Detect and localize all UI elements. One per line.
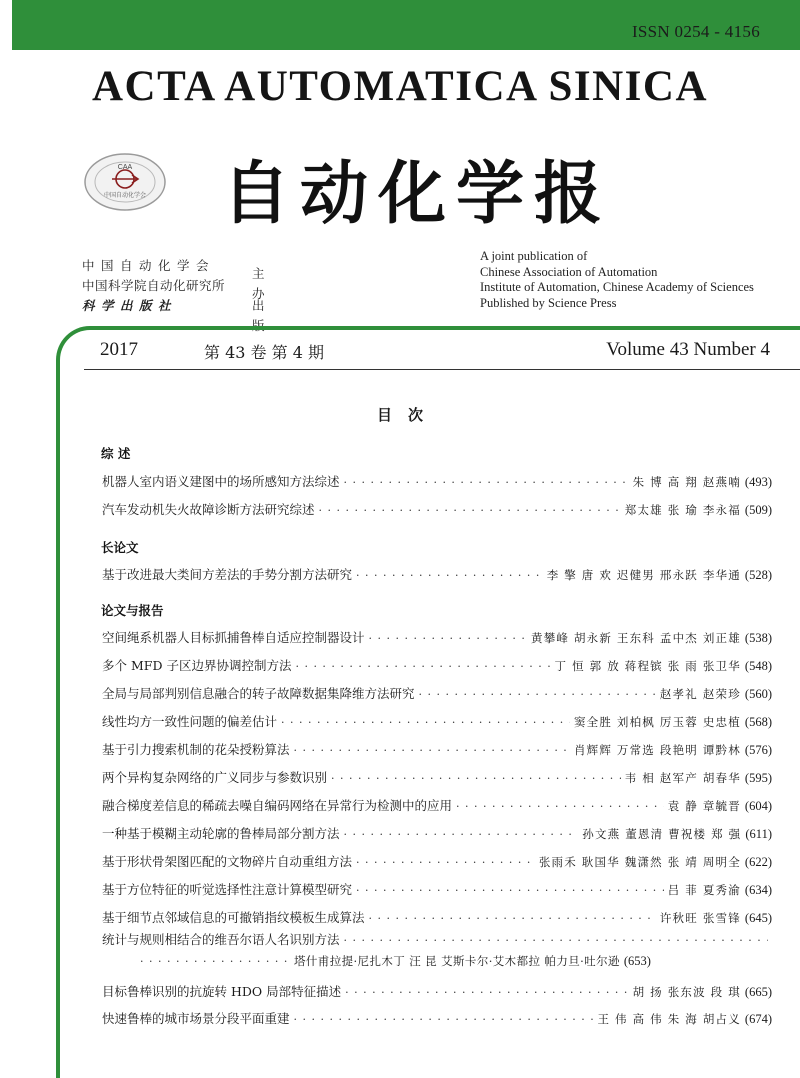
logo-subtext: 中国自动化学会 xyxy=(103,192,147,199)
entry-page: (634) xyxy=(744,883,772,897)
entry-authors: 窦全胜 刘柏枫 厉玉蓉 史忠植 xyxy=(573,715,741,729)
entry-authors: 王 伟 高 伟 朱 海 胡占义 xyxy=(597,1012,741,1026)
entry-authors: 张雨禾 耿国华 魏潇然 张 靖 周明全 xyxy=(538,855,741,869)
entry-page: (528) xyxy=(744,568,772,582)
entry-page: (622) xyxy=(744,855,772,869)
entry-title: 两个异构复杂网络的广义同步与参数识别 xyxy=(102,770,328,785)
entry-title: 线性均方一致性问题的偏差估计 xyxy=(102,714,278,729)
publishers-cn xyxy=(82,256,265,333)
toc-entry[interactable] xyxy=(102,565,772,583)
entry-authors: 肖辉辉 万常选 段艳明 谭黔林 xyxy=(573,743,741,757)
entry-authors: 袁 静 章毓晋 xyxy=(667,799,741,813)
issue-volume-cn: 第 43 卷 第 4 期 xyxy=(204,343,324,362)
toc-entry-continuation[interactable] xyxy=(140,953,772,971)
toc-entry[interactable] xyxy=(102,472,772,490)
toc-heading: 目次 xyxy=(376,406,439,424)
joint-line: Chinese Association of Automation xyxy=(480,264,658,279)
entry-title: 目标鲁棒识别的抗旋转 HDO 局部特征描述 xyxy=(102,984,342,999)
entry-authors: 孙文燕 董恩清 曹祝楼 郑 强 xyxy=(582,827,742,841)
entry-authors: 郑太雄 张 瑜 李永福 xyxy=(624,503,741,517)
joint-line: Institute of Automation, Chinese Academy of Sciences xyxy=(480,280,754,294)
toc-entry[interactable] xyxy=(102,768,772,786)
entry-authors: 赵孝礼 赵荣珍 xyxy=(659,687,741,701)
entry-authors: 塔什甫拉提·尼扎木丁 汪 昆 艾斯卡尔·艾木都拉 帕力旦·吐尔逊 xyxy=(294,954,620,968)
entry-authors: 朱 博 高 翔 赵燕喃 xyxy=(632,475,741,489)
section-title: 论文与报告 xyxy=(101,603,164,618)
entry-page: (509) xyxy=(744,503,772,517)
entry-authors: 许秋旺 张雪锋 xyxy=(659,911,741,925)
entry-page: (493) xyxy=(744,475,772,489)
issue-info xyxy=(100,339,770,363)
toc-entry[interactable] xyxy=(102,982,772,1000)
entry-page: (611) xyxy=(745,827,772,841)
publisher-role-publish: 出版 xyxy=(252,298,265,333)
entry-page: (538) xyxy=(744,631,772,645)
entry-title: 全局与局部判别信息融合的转子故障数据集降维方法研究 xyxy=(102,686,415,701)
publisher-org2: 中国科学院自动化研究所 xyxy=(82,278,226,293)
joint-publication-en xyxy=(480,249,754,311)
toc-entry[interactable] xyxy=(102,656,772,674)
entry-title: 汽车发动机失火故障诊断方法研究综述 xyxy=(102,502,315,517)
issue-year: 2017 xyxy=(100,339,138,360)
entry-authors: 李 擎 唐 欢 迟健男 邢永跃 李华通 xyxy=(546,568,741,582)
journal-title-cn: 自动化学报 xyxy=(222,155,613,234)
entry-title: 空间绳系机器人目标抓捕鲁棒自适应控制器设计 xyxy=(102,630,365,645)
section-title: 长论文 xyxy=(101,540,139,555)
entry-page: (595) xyxy=(744,771,772,785)
entry-authors: 丁 恒 郭 放 蒋程镔 张 雨 张卫华 xyxy=(554,659,741,673)
toc-entry[interactable] xyxy=(102,852,772,870)
toc-entry[interactable] xyxy=(102,500,772,518)
entry-page: (560) xyxy=(744,687,772,701)
publisher-role-sponsor: 主办 xyxy=(252,266,265,301)
toc-entry[interactable] xyxy=(102,1009,772,1027)
joint-line: Published by Science Press xyxy=(480,295,617,310)
publisher-org3: 科学出版社 xyxy=(82,298,178,313)
entry-page: (653) xyxy=(623,954,651,968)
entry-title: 基于改进最大类间方差法的手势分割方法研究 xyxy=(102,567,353,582)
journal-title-en: ACTA AUTOMATICA SINICA xyxy=(92,63,708,110)
entry-title: 融合梯度差信息的稀疏去噪自编码网络在异常行为检测中的应用 xyxy=(102,798,453,813)
entry-authors: 黄攀峰 胡永新 王东科 孟中杰 刘正雄 xyxy=(531,631,741,645)
entry-authors: 韦 相 赵军产 胡春华 xyxy=(624,771,741,785)
toc-entry[interactable] xyxy=(102,930,772,948)
issue-volume-en: Volume 43 Number 4 xyxy=(606,339,770,360)
joint-line: A joint publication of xyxy=(480,249,588,263)
toc-entry[interactable] xyxy=(102,824,772,842)
issn: ISSN 0254 - 4156 xyxy=(631,22,760,41)
toc-entry[interactable] xyxy=(102,740,772,758)
entry-title: 基于引力搜索机制的花朵授粉算法 xyxy=(102,742,290,757)
entry-authors: 吕 菲 夏秀渝 xyxy=(667,883,741,897)
toc-entry[interactable] xyxy=(102,908,772,926)
issue-divider xyxy=(84,369,800,370)
entry-page: (645) xyxy=(744,911,772,925)
entry-page: (576) xyxy=(744,743,772,757)
toc-entry[interactable] xyxy=(102,712,772,730)
entry-title: 一种基于模糊主动轮廓的鲁棒局部分割方法 xyxy=(102,826,340,841)
publisher-org1: 中国自动化学会 xyxy=(82,258,216,273)
section-title: 综 述 xyxy=(101,446,131,461)
entry-title: 快速鲁棒的城市场景分段平面重建 xyxy=(102,1011,290,1026)
entry-title: 机器人室内语义建图中的场所感知方法综述 xyxy=(102,474,340,489)
toc-entry[interactable] xyxy=(102,628,772,646)
toc-entry[interactable] xyxy=(102,880,772,898)
entry-page: (665) xyxy=(744,985,772,999)
entry-page: (604) xyxy=(744,799,772,813)
entry-title: 多个 MFD 子区边界协调控制方法 xyxy=(102,658,292,673)
entry-page: (674) xyxy=(744,1012,772,1026)
entry-authors: 胡 扬 张东波 段 琪 xyxy=(632,985,741,999)
entry-page: (548) xyxy=(744,659,772,673)
entry-title: 基于细节点邻域信息的可撤销指纹模板生成算法 xyxy=(102,910,365,925)
toc-entry[interactable] xyxy=(102,796,772,814)
entry-title: 统计与规则相结合的维吾尔语人名识别方法 xyxy=(102,932,340,947)
entry-title: 基于方位特征的听觉选择性注意计算模型研究 xyxy=(102,882,353,897)
logo-text: CAA xyxy=(117,164,133,171)
entry-page: (568) xyxy=(744,715,772,729)
caa-logo-icon xyxy=(84,152,166,212)
toc-entry[interactable] xyxy=(102,684,772,702)
entry-title: 基于形状骨架图匹配的文物碎片自动重组方法 xyxy=(102,854,353,869)
